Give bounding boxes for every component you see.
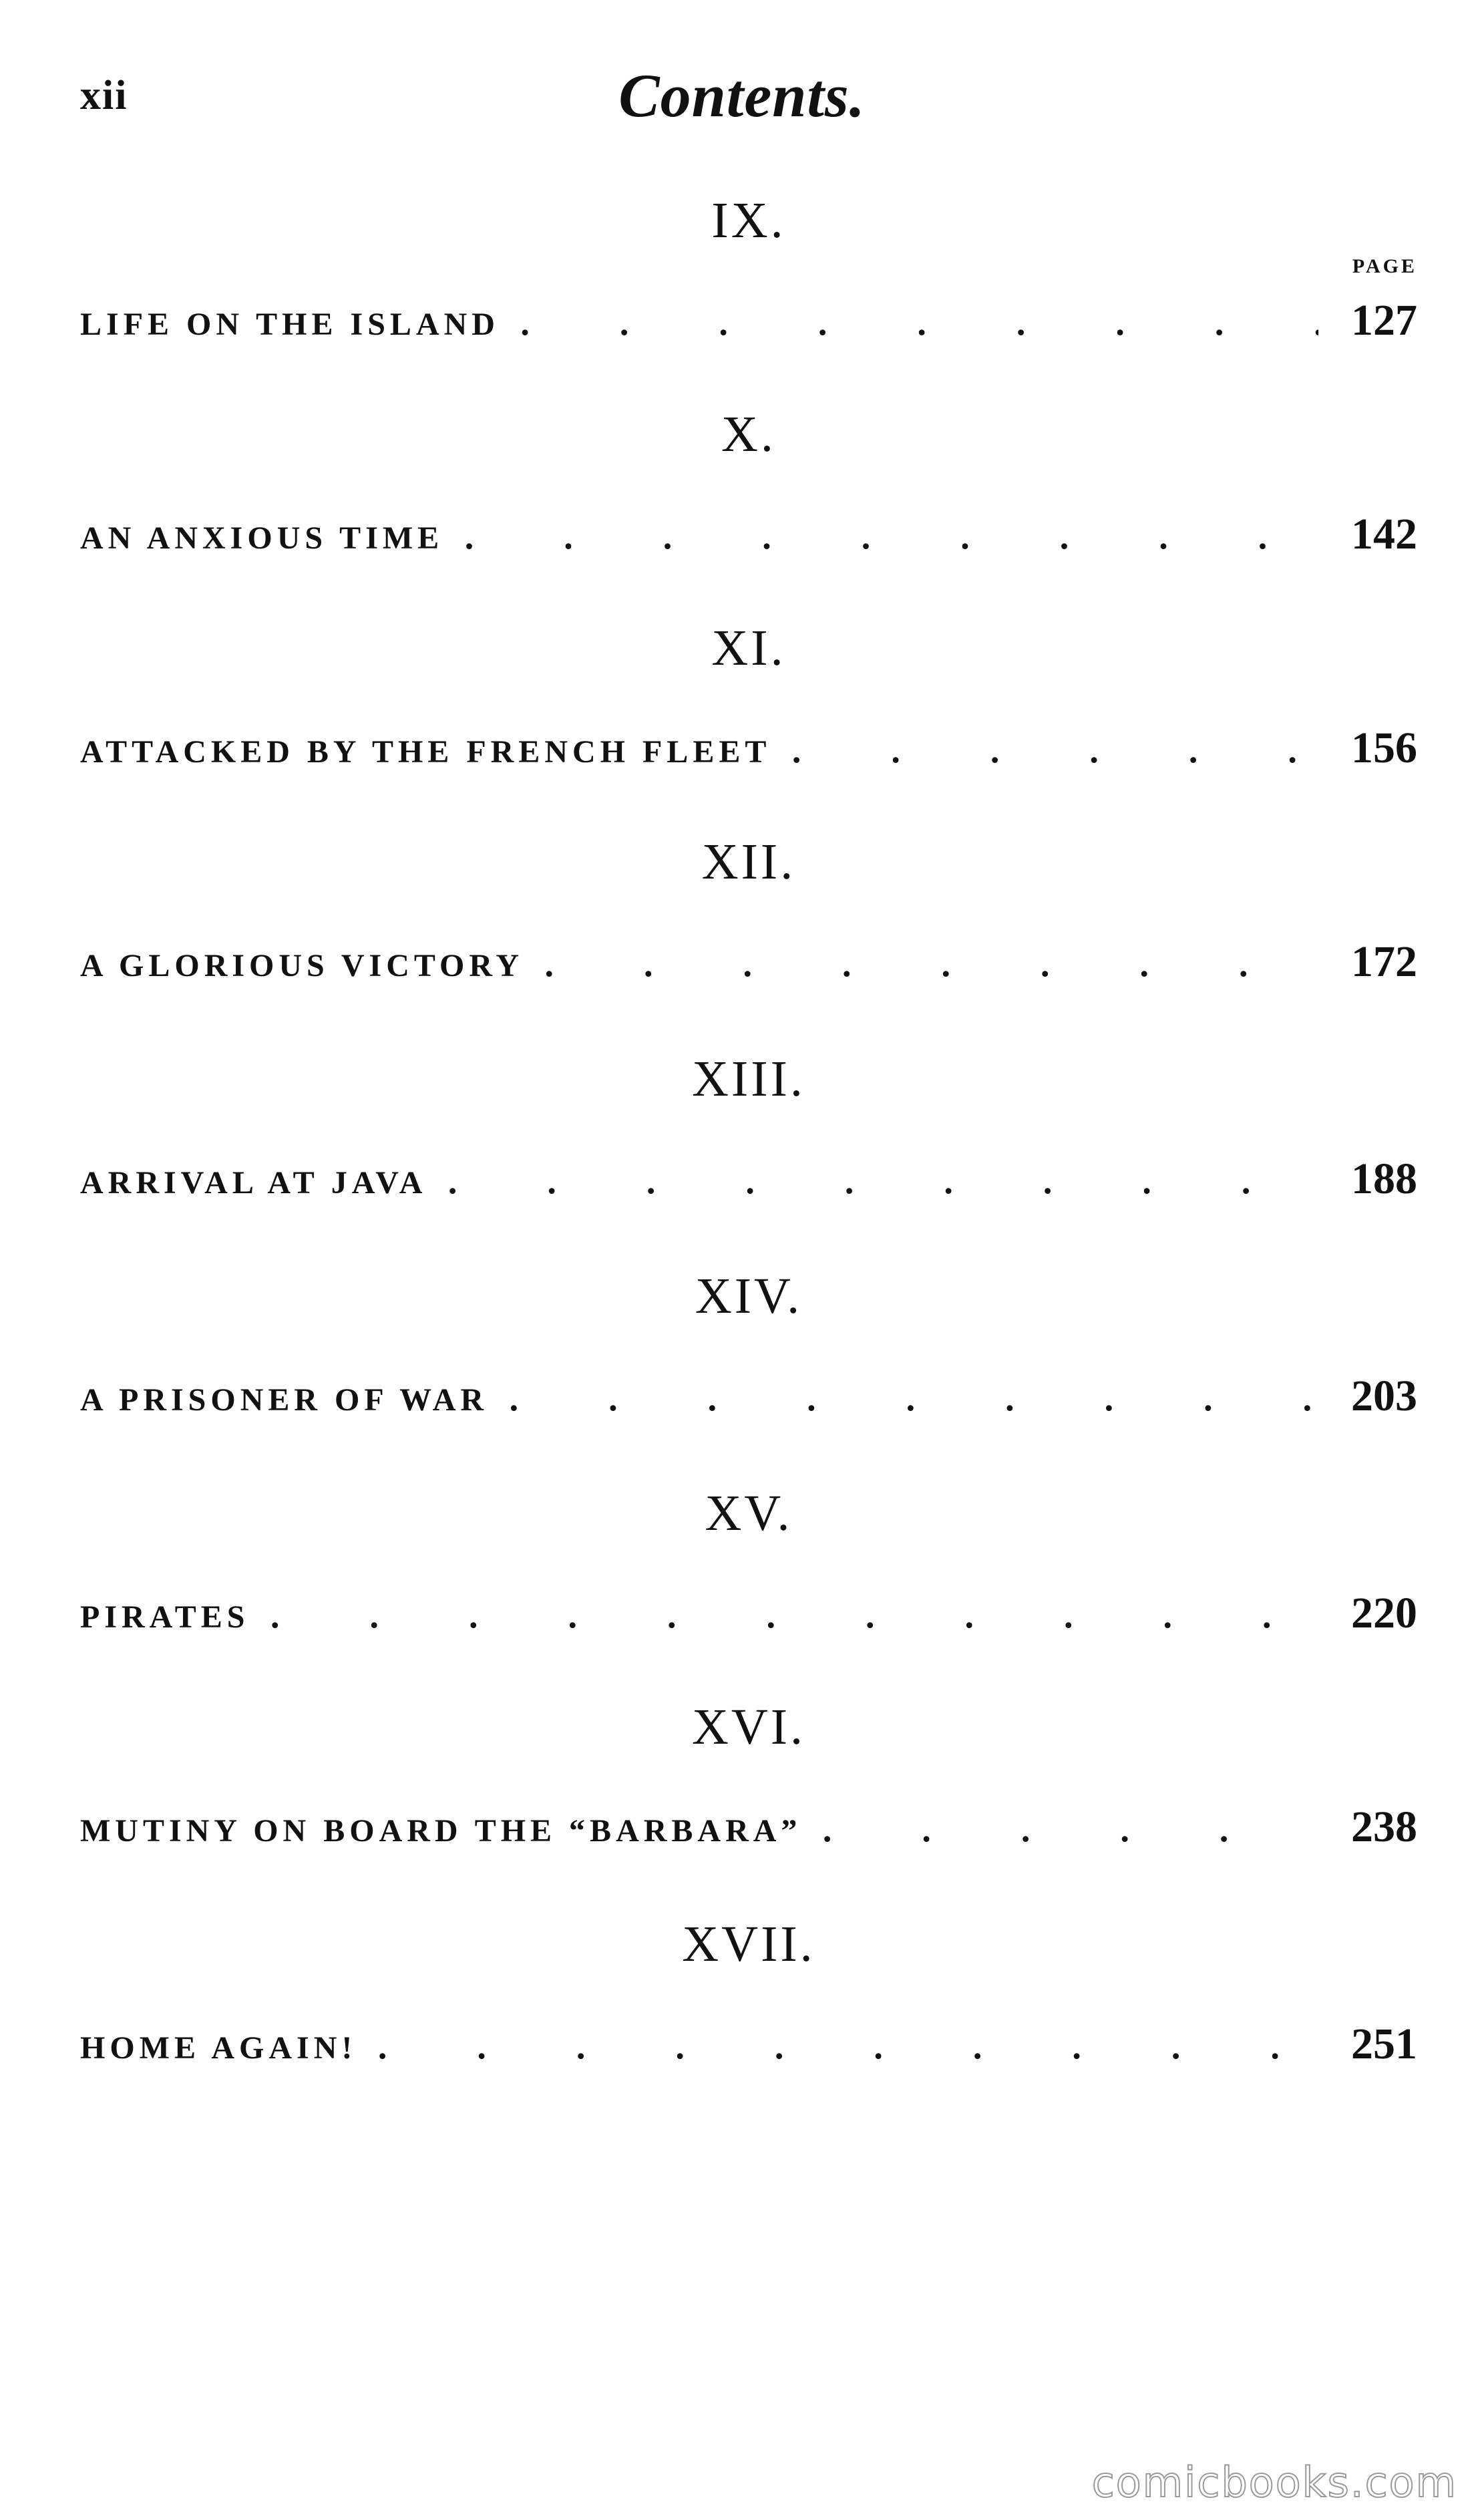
chapter-page: 127: [1351, 296, 1417, 345]
dot-leader: [536, 931, 1318, 997]
chapter-numeral: XIII.: [692, 1051, 805, 1107]
page-number: xii: [80, 73, 128, 118]
entry-row: [80, 1146, 1417, 1213]
dot-leader: [369, 2013, 1318, 2080]
chapter-title: LIFE ON THE ISLAND: [80, 307, 500, 342]
chapter-numeral: X.: [721, 406, 776, 462]
dot-leader: [455, 503, 1318, 570]
chapter-title: ATTACKED BY THE FRENCH FLEET: [80, 734, 771, 770]
chapter-title: A GLORIOUS VICTORY: [80, 948, 524, 983]
chapter-page: 203: [1351, 1372, 1417, 1420]
chapter-title: A PRISONER OF WAR: [80, 1382, 489, 1418]
chapter-page: 188: [1351, 1154, 1417, 1203]
chapter-numeral: XIV.: [695, 1268, 803, 1324]
dot-leader: [262, 1582, 1319, 1649]
watermark: comicbooks.com: [1091, 2458, 1457, 2507]
chapter-numeral: XII.: [701, 834, 796, 890]
dot-leader: [512, 289, 1318, 356]
chapter-numeral: XVII.: [682, 1916, 815, 1972]
chapter-entry: [80, 1911, 1417, 2111]
page-column-label: PAGE: [1352, 255, 1417, 277]
chapter-entry: [80, 187, 1417, 387]
chapter-title: AN ANXIOUS TIME: [80, 520, 444, 556]
chapter-entry: [80, 1263, 1417, 1463]
chapter-title: PIRATES: [80, 1599, 250, 1635]
chapter-page: 220: [1351, 1589, 1417, 1637]
chapter-entry: [80, 1694, 1417, 1894]
chapter-page: 156: [1351, 724, 1417, 772]
entry-row: [80, 929, 1417, 995]
chapter-page: 142: [1351, 510, 1417, 559]
entry-row: [80, 2011, 1417, 2078]
chapter-entry: [80, 401, 1417, 601]
chapter-entry: [80, 1480, 1417, 1680]
entry-row: [80, 501, 1417, 568]
entry-row: [80, 287, 1417, 354]
chapter-entry: [80, 615, 1417, 815]
chapter-page: 172: [1351, 937, 1417, 986]
dot-leader: [439, 1148, 1318, 1215]
chapter-page: 251: [1351, 2020, 1417, 2068]
chapter-title: HOME AGAIN!: [80, 2030, 357, 2066]
chapter-title: MUTINY ON BOARD THE “BARBARA”: [80, 1813, 802, 1849]
chapter-numeral: IX.: [711, 192, 786, 249]
dot-leader: [500, 1365, 1318, 1432]
entry-row: [80, 715, 1417, 782]
entry-row: [80, 1794, 1417, 1861]
chapter-numeral: XVI.: [691, 1699, 806, 1755]
chapter-numeral: XV.: [705, 1485, 793, 1541]
running-head: Contents.: [618, 61, 866, 130]
entry-row: [80, 1580, 1417, 1647]
chapter-entry: [80, 1046, 1417, 1246]
entry-row: [80, 1363, 1417, 1430]
dot-leader: [813, 1796, 1318, 1863]
chapter-page: 238: [1351, 1802, 1417, 1851]
dot-leader: [783, 717, 1318, 784]
table-of-contents: [80, 0, 1417, 2138]
chapter-numeral: XI.: [711, 620, 786, 676]
chapter-entry: [80, 828, 1417, 1029]
chapter-title: ARRIVAL AT JAVA: [80, 1165, 427, 1201]
